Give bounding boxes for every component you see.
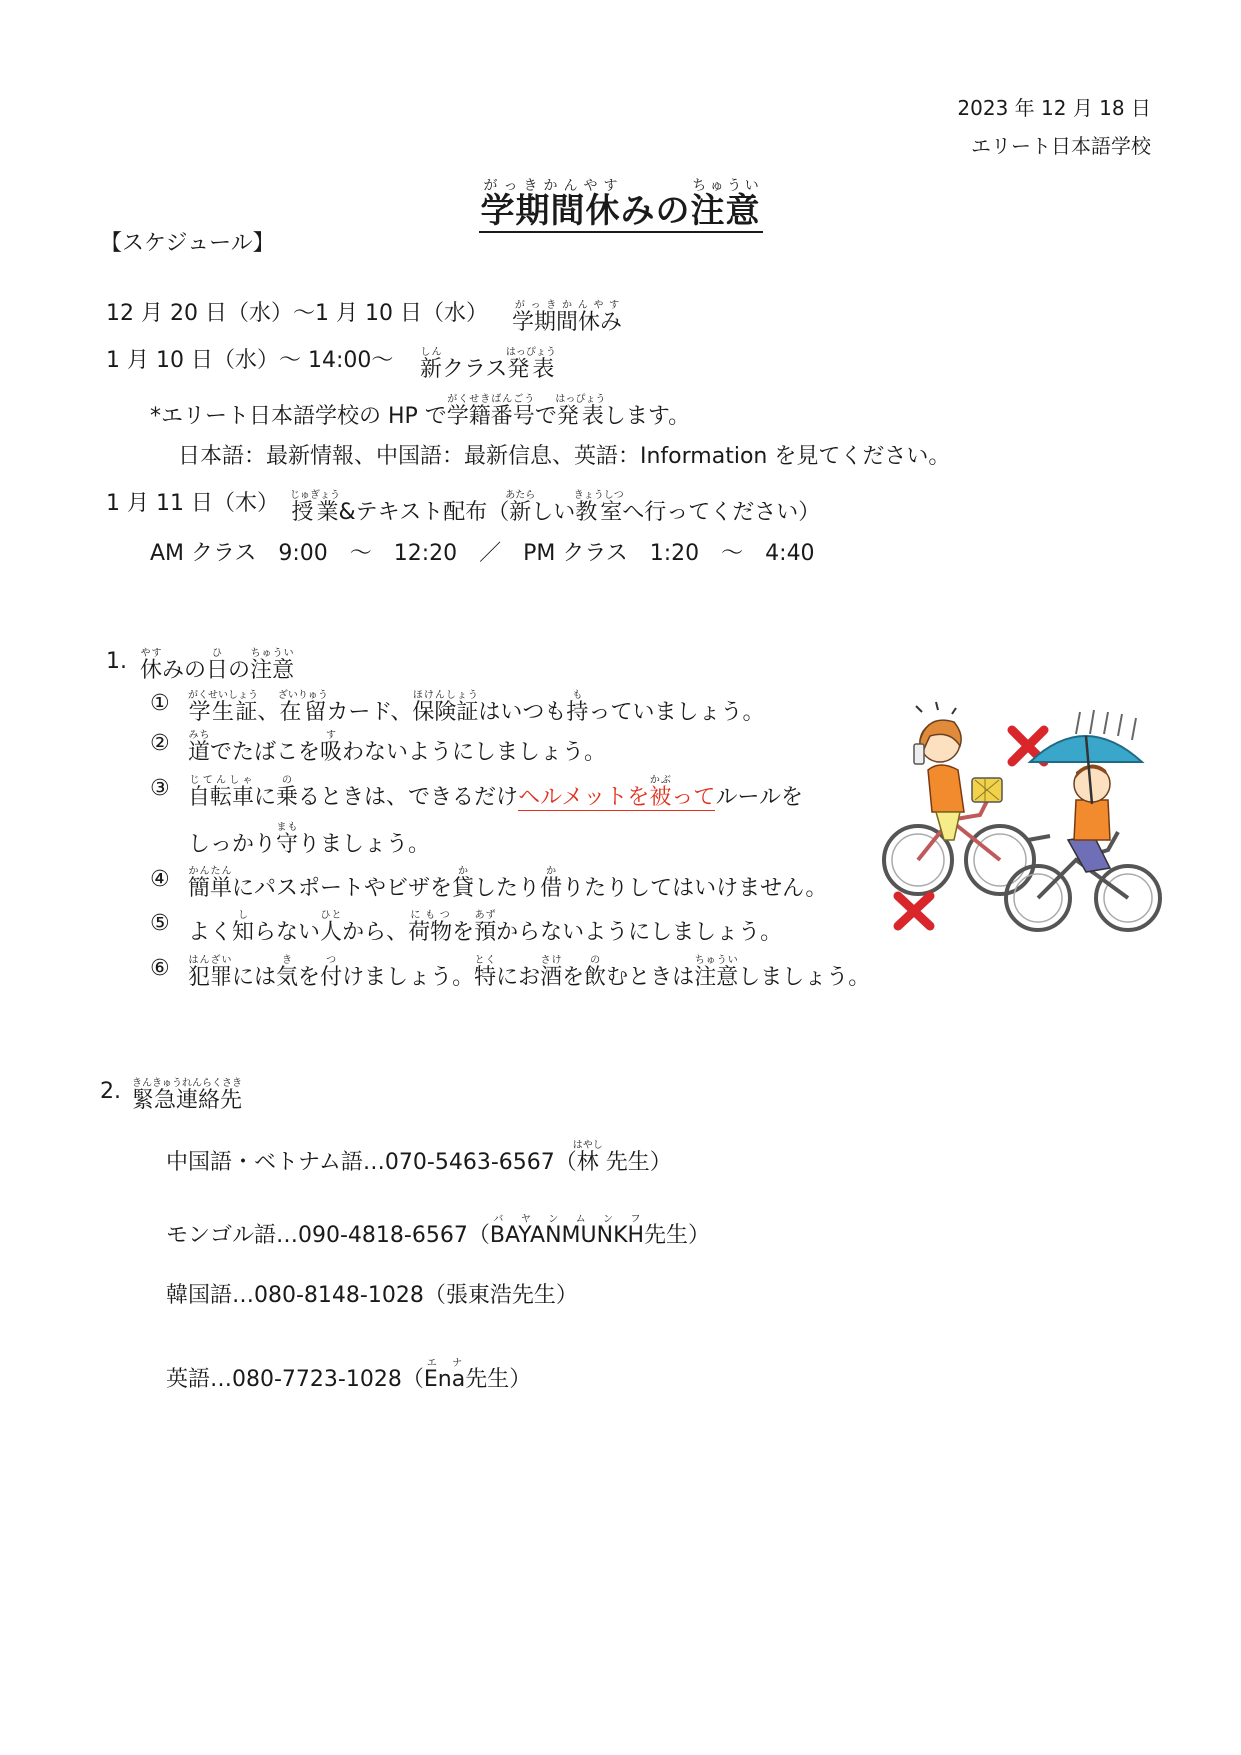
furigana: がっきかんやす	[512, 300, 622, 311]
furigana: はっぴょう	[505, 347, 556, 358]
text-span: らない	[254, 920, 321, 945]
text-span: りましょう。	[298, 832, 431, 857]
furigana: の	[276, 775, 299, 786]
text-span: ルールを	[715, 785, 803, 810]
ruby-word: 貸か	[452, 866, 475, 901]
schedule-announce-label	[420, 347, 556, 384]
furigana: がっきかんやす	[480, 178, 621, 194]
ruby-word: 犯罪はんざい	[188, 955, 233, 990]
furigana: ちゅうい	[250, 648, 295, 659]
furigana: ひ	[206, 648, 229, 659]
furigana: かんたん	[188, 866, 233, 877]
furigana: エ ナ	[423, 1358, 466, 1369]
page-title-text	[479, 178, 763, 233]
ruby-word: 学籍番号がくせきばんごう	[446, 394, 535, 429]
text-span: って	[671, 785, 716, 810]
ruby-word: 借か	[540, 866, 563, 901]
text-span: しっかり	[188, 832, 277, 857]
furigana: か	[452, 866, 475, 877]
list-item-marker: ⑤	[150, 911, 170, 936]
list-item	[188, 775, 803, 812]
text-span: 先生）	[644, 1223, 711, 1248]
text-span: よく	[188, 920, 233, 945]
ruby-word: 吸す	[320, 730, 343, 765]
ruby-word: Enaエ ナ	[423, 1358, 466, 1392]
ruby-word: 新あたら	[505, 490, 536, 525]
ruby-word: 人ひと	[320, 910, 343, 945]
furigana: ちゅうい	[694, 955, 739, 966]
page-title	[0, 178, 1241, 234]
furigana: さけ	[540, 955, 563, 966]
text-span: しましょう。	[738, 965, 871, 990]
furigana: ほけんしょう	[412, 690, 479, 701]
ruby-word: 保険証ほけんしょう	[412, 690, 479, 725]
furigana: がくせきばんごう	[446, 394, 535, 405]
furigana: の	[584, 955, 607, 966]
text-span: します。	[603, 404, 691, 429]
text-span: の	[228, 658, 251, 683]
ruby-word: 注意ちゅうい	[690, 178, 761, 231]
text-span: しい	[531, 500, 576, 525]
contact-line	[166, 1214, 710, 1250]
schedule-class-times: AM クラス 9:00 ～ 12:20 ／ PM クラス 1:20 ～ 4:40	[150, 541, 815, 566]
list-item-marker: ⑥	[150, 956, 170, 981]
section1-heading	[140, 648, 294, 685]
furigana: はんざい	[188, 955, 233, 966]
contact-line	[166, 1358, 531, 1394]
furigana: しん	[420, 347, 443, 358]
text-span: を	[562, 965, 585, 990]
text-span: に	[254, 785, 277, 810]
ruby-word: 乗の	[276, 775, 299, 810]
schedule-announce-date: 1 月 10 日（水）～ 14:00～	[106, 348, 394, 373]
ruby-word: 学生証がくせいしょう	[188, 690, 258, 725]
furigana: じてんしゃ	[188, 775, 254, 786]
text-span: を	[298, 965, 321, 990]
furigana: き	[276, 955, 299, 966]
highlighted-text	[649, 775, 672, 811]
list-item	[188, 690, 764, 727]
text-span: で	[534, 404, 557, 429]
text-span: にお	[496, 965, 541, 990]
text-span: &テキスト配布（	[338, 500, 510, 525]
ruby-word: 緊急連絡先きんきゅうれんらくさき	[132, 1078, 243, 1113]
furigana: じゅぎょう	[290, 490, 340, 501]
text-span: クラス	[442, 357, 508, 382]
bicycle-safety-illustration	[880, 700, 1165, 940]
school-name: エリート日本語学校	[971, 134, 1151, 158]
furigana: バ ヤ ン ム ン フ	[489, 1214, 645, 1225]
ruby-word: 学期間休がっきかんやす	[480, 178, 621, 231]
ruby-word: 発表はっぴょう	[555, 394, 606, 429]
ruby-word: 荷物にもつ	[408, 910, 453, 945]
schedule-break-date: 12 月 20 日（水）～1 月 10 日（水）	[106, 301, 488, 326]
text-span: でたばこを	[210, 740, 321, 765]
text-span: ヘルメットを	[518, 785, 650, 810]
ruby-word: 注意ちゅうい	[250, 648, 295, 683]
ruby-word: 休やす	[140, 648, 163, 683]
ruby-word: 付つ	[320, 955, 343, 990]
document-date: 2023 年 12 月 18 日	[957, 96, 1151, 120]
ruby-word: 授業じゅぎょう	[290, 490, 340, 525]
furigana: はっぴょう	[555, 394, 606, 405]
furigana: はやし	[572, 1140, 603, 1151]
highlighted-text	[671, 785, 715, 811]
text-span: を	[452, 920, 475, 945]
text-span: 先生）	[465, 1367, 532, 1392]
furigana: か	[540, 866, 563, 877]
ruby-word: 簡単かんたん	[188, 866, 233, 901]
ruby-word: 預あず	[474, 910, 497, 945]
furigana: きょうしつ	[573, 490, 624, 501]
ruby-word: 特とく	[474, 955, 497, 990]
ruby-word: 酒さけ	[540, 955, 563, 990]
ruby-word: 教室きょうしつ	[573, 490, 624, 525]
ruby-word: 発表はっぴょう	[505, 347, 556, 382]
ruby-word: 学期間休みがっきかんやす	[512, 300, 623, 335]
schedule-break-label	[512, 300, 622, 337]
furigana: し	[232, 910, 255, 921]
text-span: カード、	[326, 700, 413, 725]
furigana: す	[320, 730, 343, 741]
ruby-word: 自転車じてんしゃ	[188, 775, 255, 810]
furigana: ひと	[320, 910, 343, 921]
furigana: ざいりゅう	[277, 690, 328, 701]
furigana: みち	[188, 730, 211, 741]
text-span: モンゴル語…090-4818-6567（	[166, 1223, 490, 1248]
ruby-word: 日ひ	[206, 648, 229, 683]
ruby-word: 被かぶ	[649, 775, 672, 810]
ruby-word: 持も	[566, 690, 589, 725]
text-span: みの	[162, 658, 207, 683]
furigana: とく	[474, 955, 497, 966]
furigana: まも	[276, 822, 299, 833]
list-item	[188, 910, 782, 947]
ruby-word: BAYANMUNKHバ ヤ ン ム ン フ	[489, 1214, 645, 1248]
text-span: むときは	[606, 965, 695, 990]
section2-heading	[132, 1078, 242, 1115]
text-span: には	[232, 965, 277, 990]
furigana: やす	[140, 648, 163, 659]
text-span: るときは、できるだけ	[298, 785, 519, 810]
text-span: 、	[257, 700, 280, 725]
text-span: *エリート日本語学校の HP で	[150, 404, 447, 429]
text-span: から、	[342, 920, 409, 945]
ruby-word: 知し	[232, 910, 255, 945]
text-span: 先生）	[598, 1150, 672, 1175]
furigana: あず	[474, 910, 497, 921]
text-span: りたりしてはいけません。	[562, 876, 828, 901]
highlighted-text	[518, 785, 649, 811]
list-item-marker: ②	[150, 731, 170, 756]
section2-number: 2.	[100, 1079, 121, 1104]
text-span: 英語…080-7723-1028（	[166, 1367, 424, 1392]
schedule-class-start-date: 1 月 11 日（木）	[106, 491, 279, 516]
ruby-word: 守まも	[276, 822, 299, 857]
text-span: にパスポートやビザを	[232, 876, 453, 901]
text-span: からないようにしましょう。	[496, 920, 783, 945]
ruby-word: 林はやし	[572, 1140, 603, 1175]
text-span: はいつも	[478, 700, 567, 725]
text-span: けましょう。	[342, 965, 475, 990]
text-span: みの	[620, 191, 691, 231]
ruby-word: 飲の	[584, 955, 607, 990]
list-item-marker: ④	[150, 867, 170, 892]
list-item-marker: ①	[150, 691, 170, 716]
contact-line	[166, 1140, 672, 1177]
ruby-word: 気き	[276, 955, 299, 990]
list-item	[188, 955, 870, 992]
list-item	[188, 866, 827, 903]
text-span: へ行ってください）	[622, 500, 821, 525]
ruby-word: 道みち	[188, 730, 211, 765]
ruby-word: 在留ざいりゅう	[277, 690, 328, 725]
furigana: つ	[320, 955, 343, 966]
text-span: 中国語・ベトナム語…070-5463-6567（	[166, 1150, 577, 1175]
text-span: わないようにしましょう。	[342, 740, 607, 765]
contact-line	[166, 1282, 578, 1310]
text-span: したり	[474, 876, 541, 901]
furigana: がくせいしょう	[188, 690, 258, 701]
list-item-continuation	[188, 822, 430, 859]
furigana: ちゅうい	[690, 178, 761, 194]
furigana: あたら	[505, 490, 536, 501]
text-span: 韓国語…080-8148-1028（張東浩先生）	[166, 1283, 578, 1308]
schedule-heading: 【スケジュール】	[100, 231, 275, 256]
furigana: きんきゅうれんらくさき	[132, 1078, 243, 1089]
text-span: っていましょう。	[588, 700, 765, 725]
ruby-word: 新しん	[420, 347, 443, 382]
schedule-note-hp	[150, 394, 690, 431]
ruby-word: 注意ちゅうい	[694, 955, 739, 990]
furigana: かぶ	[649, 775, 672, 786]
schedule-class-start	[290, 490, 820, 527]
furigana: にもつ	[408, 910, 453, 921]
list-item	[188, 730, 606, 767]
furigana: も	[566, 690, 589, 701]
list-item-marker: ③	[150, 776, 170, 801]
schedule-note-languages: 日本語：最新情報、中国語：最新信息、英語：Information を見てください。	[178, 444, 951, 469]
section1-number: 1.	[106, 649, 127, 674]
